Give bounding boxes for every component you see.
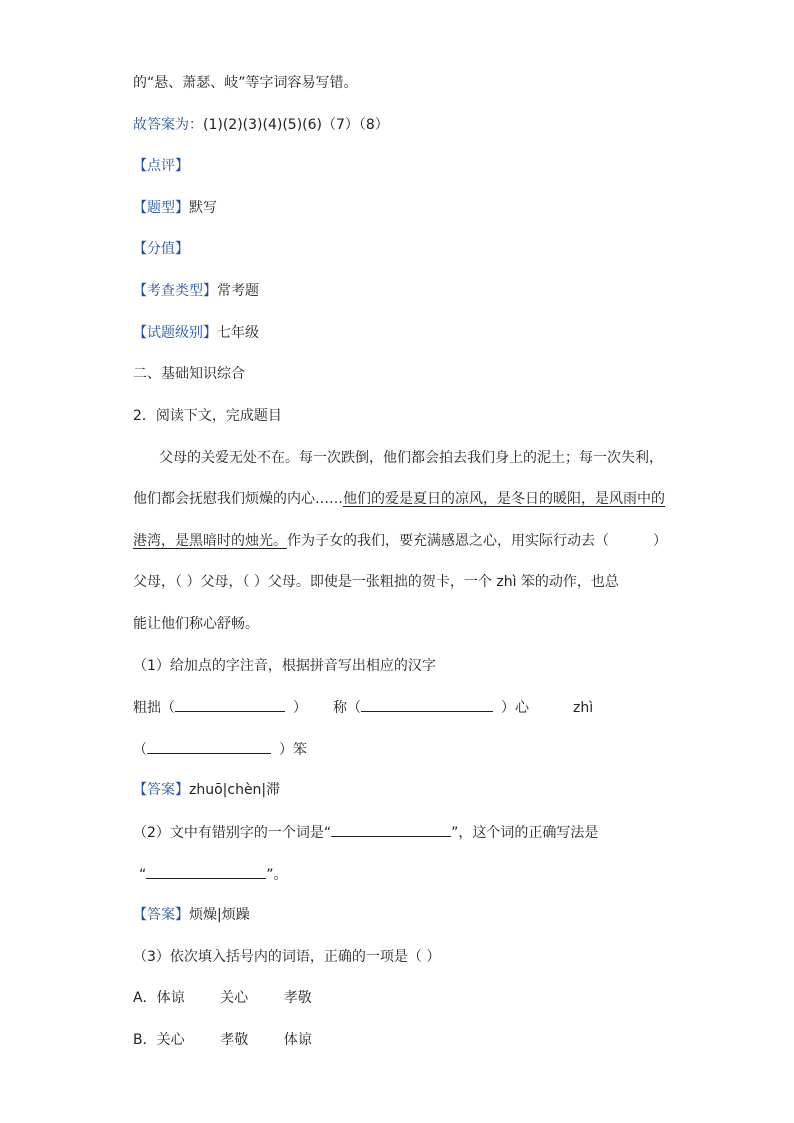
- answer-label: 【答案】: [133, 907, 189, 923]
- grade-level-label: 【试题级别】: [133, 325, 217, 341]
- exam-type-value: 常考题: [217, 283, 259, 299]
- blank-open: “: [139, 867, 147, 883]
- section-title: 二、基础知识综合: [133, 366, 245, 382]
- subquestion-prompt: [133, 947, 440, 967]
- answer-line: [133, 905, 250, 925]
- passage-text: 他们都会抚慰我们烦燥的内心……: [133, 491, 343, 507]
- answer-value: (1)(2)(3)(4)(5)(6)（7）（8）: [203, 117, 389, 133]
- option-text: A．体谅 关心 孝敬: [133, 990, 312, 1006]
- fill-blank-line: [133, 739, 307, 759]
- answer-blank[interactable]: [361, 697, 493, 712]
- passage-text: ）: [653, 533, 667, 549]
- passage-text: 能让他们称心舒畅。: [133, 616, 259, 632]
- subquestion-text: ”，这个词的正确写法是: [451, 825, 599, 841]
- blank-close: ）: [293, 700, 307, 716]
- blank-open: （: [133, 742, 147, 758]
- blank-label: 称（: [333, 700, 361, 716]
- blank-label: 粗拙（: [133, 700, 175, 716]
- text: 的“悬、萧瑟、岐”等字词容易写错。: [133, 75, 358, 91]
- answer-label: 故答案为：: [133, 117, 203, 133]
- subquestion-text: （2）文中有错别字的一个词是“: [133, 825, 332, 841]
- score-label: 【分值】: [133, 241, 189, 257]
- blank-close: ”。: [266, 867, 288, 883]
- answer-line: [133, 780, 280, 800]
- question-type-line: [133, 198, 217, 218]
- question-heading: [133, 406, 282, 426]
- answer-line: [133, 115, 389, 135]
- subquestion-prompt: [133, 656, 436, 676]
- subquestion-text: （3）依次填入括号内的词语，正确的一项是（ ）: [133, 949, 441, 965]
- comment-label: 【点评】: [133, 158, 189, 174]
- passage-text: 父母的关爱无处不在。每一次跌倒，他们都会拍去我们身上的泥土；每一次失利，: [159, 450, 663, 466]
- score-line: [133, 239, 189, 259]
- answer-value: zhuō|chèn|滞: [189, 782, 281, 798]
- text-line: [133, 73, 358, 93]
- answer-blank[interactable]: [175, 697, 285, 712]
- answer-blank[interactable]: [147, 739, 271, 754]
- subquestion-text: （1）给加点的字注音，根据拼音写出相应的汉字: [133, 658, 436, 674]
- passage-line: [159, 448, 663, 468]
- question-type-value: 默写: [189, 200, 217, 216]
- answer-value: 烦燥|烦躁: [189, 907, 250, 923]
- underlined-passage-text: 他们的爱是夏日的凉风，是冬日的暖阳，是风雨中的: [343, 491, 665, 507]
- answer-blank[interactable]: [331, 822, 451, 837]
- grade-level-value: 七年级: [217, 325, 259, 341]
- pinyin-text: zhì: [573, 700, 594, 716]
- grade-level-line: [133, 323, 259, 343]
- option-a[interactable]: [133, 988, 312, 1008]
- underlined-passage-text: 港湾，是黑暗时的烛光。: [133, 533, 287, 549]
- passage-line: [133, 489, 665, 509]
- subquestion-prompt: [133, 822, 598, 842]
- exam-type-line: [133, 281, 259, 301]
- question-type-label: 【题型】: [133, 200, 189, 216]
- answer-blank[interactable]: [146, 864, 266, 879]
- fill-blank-line: [133, 697, 593, 717]
- passage-text: 作为子女的我们，要充满感恩之心，用实际行动去（: [287, 533, 609, 549]
- comment-heading: [133, 156, 189, 176]
- passage-line: [133, 572, 619, 592]
- question-title: 2．阅读下文，完成题目: [133, 408, 282, 424]
- fill-blank-line: [133, 864, 288, 884]
- blank-close: ）笨: [279, 742, 307, 758]
- section-heading: [133, 364, 245, 384]
- answer-label: 【答案】: [133, 782, 189, 798]
- exam-type-label: 【考查类型】: [133, 283, 217, 299]
- option-b[interactable]: [133, 1030, 312, 1050]
- passage-text: 父母，（ ）父母，（ ）父母。即使是一张粗拙的贺卡，一个 zhì 笨的动作，也总: [133, 574, 619, 590]
- option-text: B．关心 孝敬 体谅: [133, 1032, 312, 1048]
- blank-close: ）心: [501, 700, 529, 716]
- passage-line: [133, 614, 259, 634]
- passage-line: [133, 531, 667, 551]
